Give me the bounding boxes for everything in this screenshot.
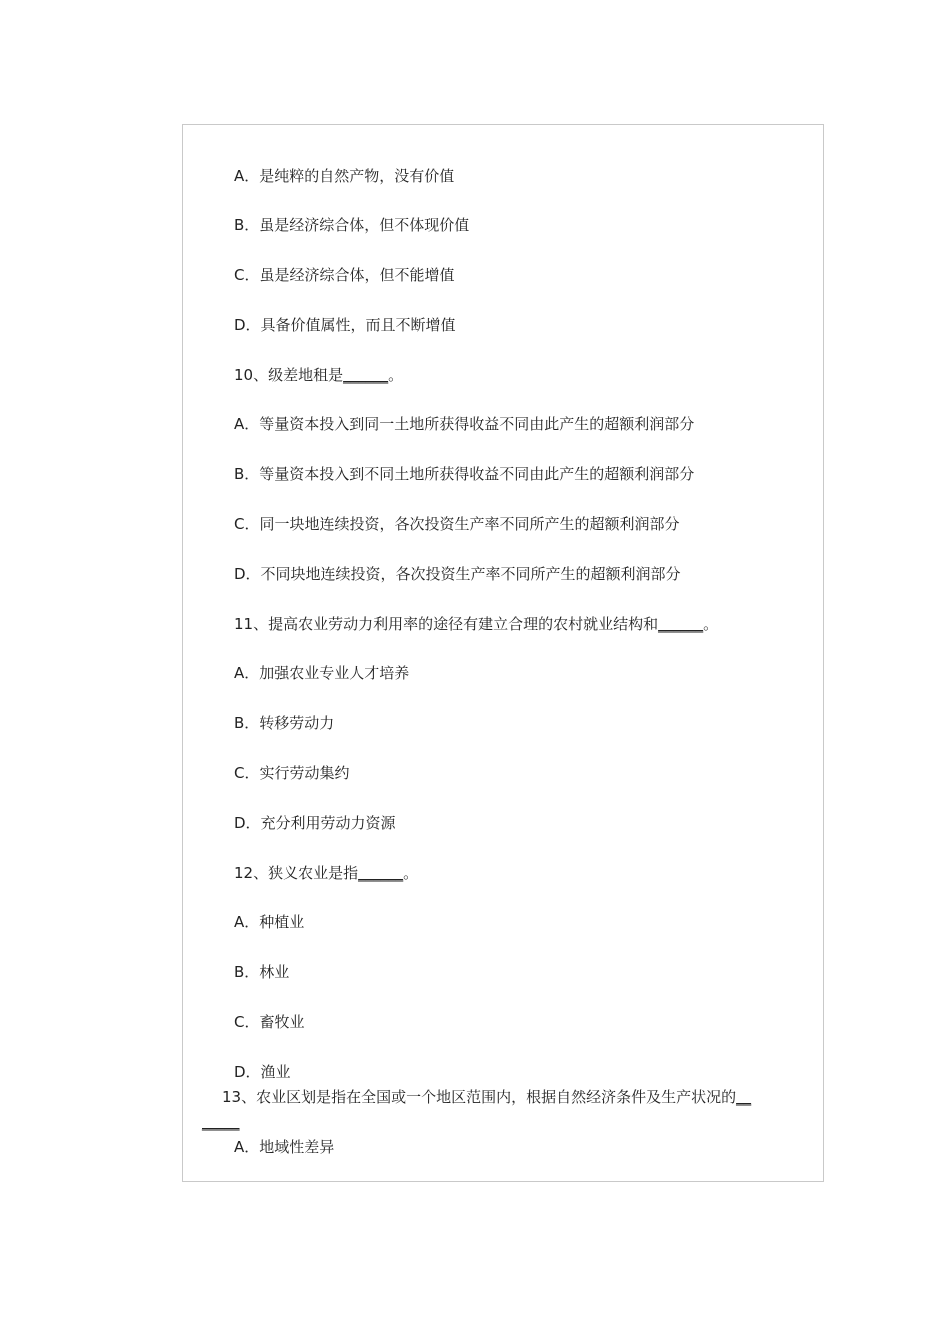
question-11: 11、提高农业劳动力利用率的途径有建立合理的农村就业结构和______。 [234,615,719,633]
answer-blank: _____ [202,1113,240,1131]
option-d: D．渔业 [234,1063,291,1081]
answer-blank: __ [736,1088,752,1106]
answer-blank: ______ [658,615,704,633]
question-13: 13、农业区划是指在全国或一个地区范围内，根据自然经济条件及生产状况的__ [222,1088,752,1106]
option-c: C．同一块地连续投资，各次投资生产率不同所产生的超额利润部分 [234,515,680,533]
answer-blank: ______ [358,864,404,882]
option-d: D．具备价值属性，而且不断增值 [234,316,456,334]
option-d: D．充分利用劳动力资源 [234,814,396,832]
question-10: 10、级差地租是______。 [234,366,404,384]
option-b: B．转移劳动力 [234,714,335,732]
answer-blank: ______ [343,366,389,384]
option-b: B．林业 [234,963,290,981]
option-a: A．种植业 [234,913,305,931]
option-a: A．是纯粹的自然产物，没有价值 [234,167,455,185]
question-13-continuation [202,1112,240,1132]
question-12: 12、狭义农业是指______。 [234,864,419,882]
option-b: B．虽是经济综合体，但不体现价值 [234,216,470,234]
option-c: C．虽是经济综合体，但不能增值 [234,266,455,284]
option-a: A．等量资本投入到同一土地所获得收益不同由此产生的超额利润部分 [234,415,695,433]
option-a: A．地域性差异 [234,1138,335,1156]
option-d: D．不同块地连续投资，各次投资生产率不同所产生的超额利润部分 [234,565,681,583]
option-c: C．畜牧业 [234,1013,305,1031]
option-b: B．等量资本投入到不同土地所获得收益不同由此产生的超额利润部分 [234,465,695,483]
option-c: C．实行劳动集约 [234,764,350,782]
option-a: A．加强农业专业人才培养 [234,664,410,682]
